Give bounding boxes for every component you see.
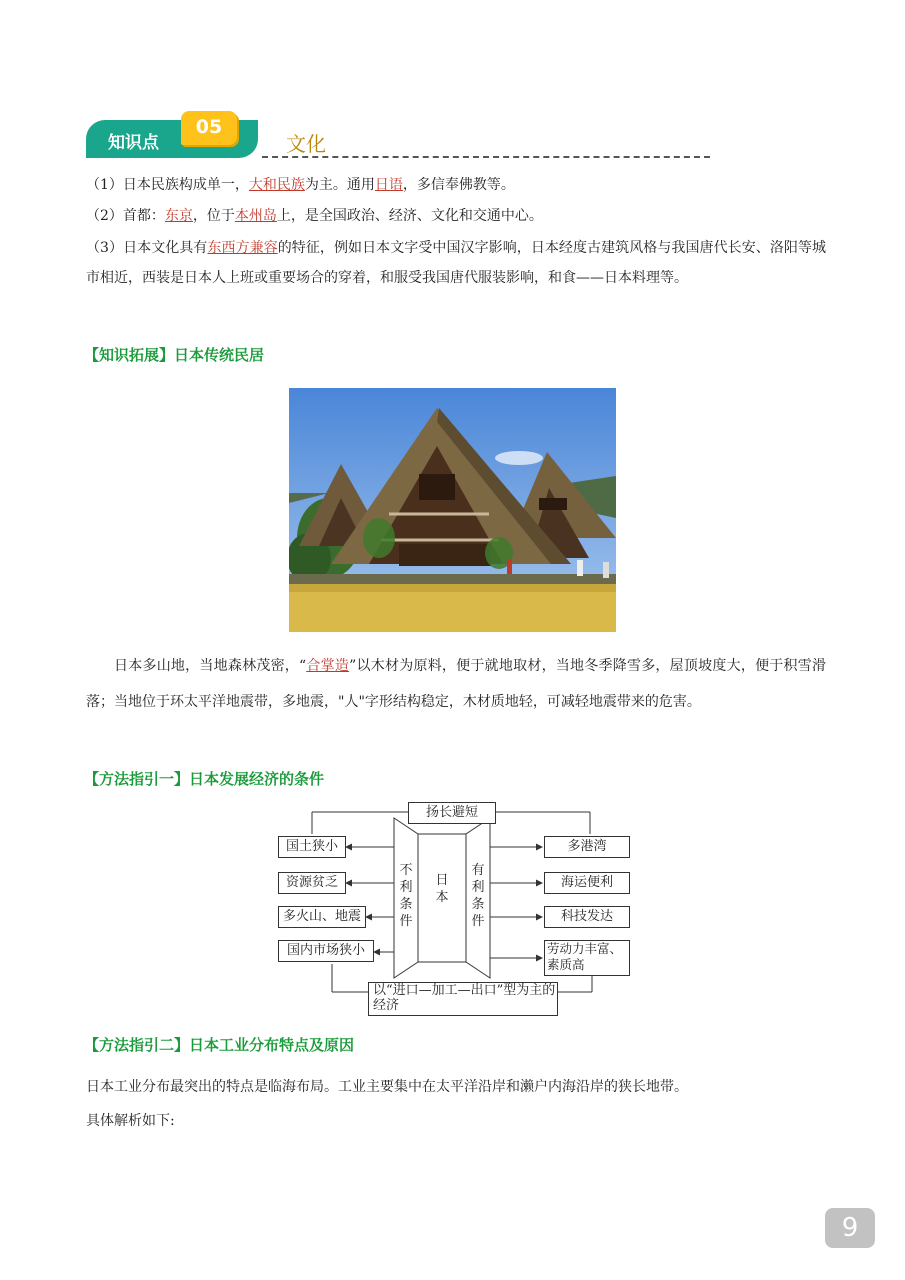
highlight-east-west: 东西方兼容 [207,240,278,256]
highlight-gassho: 合掌造 [306,658,350,674]
left-item-box: 多火山、地震 [278,906,366,928]
method-two-heading: 【方法指引二】日本工业分布特点及原因 [84,1036,355,1054]
culture-paragraph-1: （1）日本民族构成单一，大和民族为主。通用日语，多信奉佛教等。 [86,177,515,193]
highlight-japanese-language: 日语 [374,177,403,193]
section-title: 文化 [286,132,326,156]
industry-distribution-text: 日本工业分布最突出的特点是临海布局。工业主要集中在太平洋沿岸和濑户内海沿岸的狭长地带。 [86,1079,688,1095]
left-item-box: 国内市场狭小 [278,940,374,962]
culture-paragraph-3: （3）日本文化具有东西方兼容的特征，例如日本文字受中国汉字影响，日本经度古建筑风格与我国唐代长安、洛阳等城市相近，西装是日本人上班或重要场合的穿着，和服受我国唐代服装影响，和食——日本料理等。 [86,240,826,286]
highlight-tokyo: 东京 [164,208,193,224]
right-item-box: 海运便利 [544,872,630,894]
diagram-top-box: 扬长避短 [408,802,496,824]
knowledge-expand-heading: 【知识拓展】日本传统民居 [84,346,265,364]
analysis-intro-text: 具体解析如下: [86,1113,175,1129]
right-item-box: 科技发达 [544,906,630,928]
knowledge-point-number: 05 [195,116,223,138]
culture-paragraph-2: （2）首都：东京，位于本州岛上，是全国政治、经济、文化和交通中心。 [86,208,543,224]
title-dashed-divider [262,156,710,158]
knowledge-point-label: 知识点 [108,133,159,153]
left-item-box: 资源贫乏 [278,872,346,894]
left-item-box: 国土狭小 [278,836,346,858]
diagram-center-label: 日本 [435,873,449,905]
right-item-box: 多港湾 [544,836,630,858]
diagram-left-label: 不利条件 [399,863,413,929]
economy-conditions-diagram [272,798,632,1018]
method-one-heading: 【方法指引一】日本发展经济的条件 [84,770,325,788]
diagram-right-label: 有利条件 [471,863,485,929]
right-item-box: 劳动力丰富、素质高 [544,940,630,976]
diagram-bottom-box: 以“进口—加工—出口”型为主的经济 [368,982,558,1016]
highlight-honshu: 本州岛 [234,208,277,224]
gassho-house-photo [289,388,616,632]
page-number: 9 [841,1213,859,1243]
gassho-description: 日本多山地，当地森林茂密，“合掌造”以木材为原料，便于就地取材，当地冬季降雪多，屋顶坡度大，便于积雪滑落；当地位于环太平洋地震带，多地震，"人"字形结构稳定，木材质地轻，可减轻地震带来的危害。 [86,658,826,710]
highlight-yamato: 大和民族 [248,177,305,193]
